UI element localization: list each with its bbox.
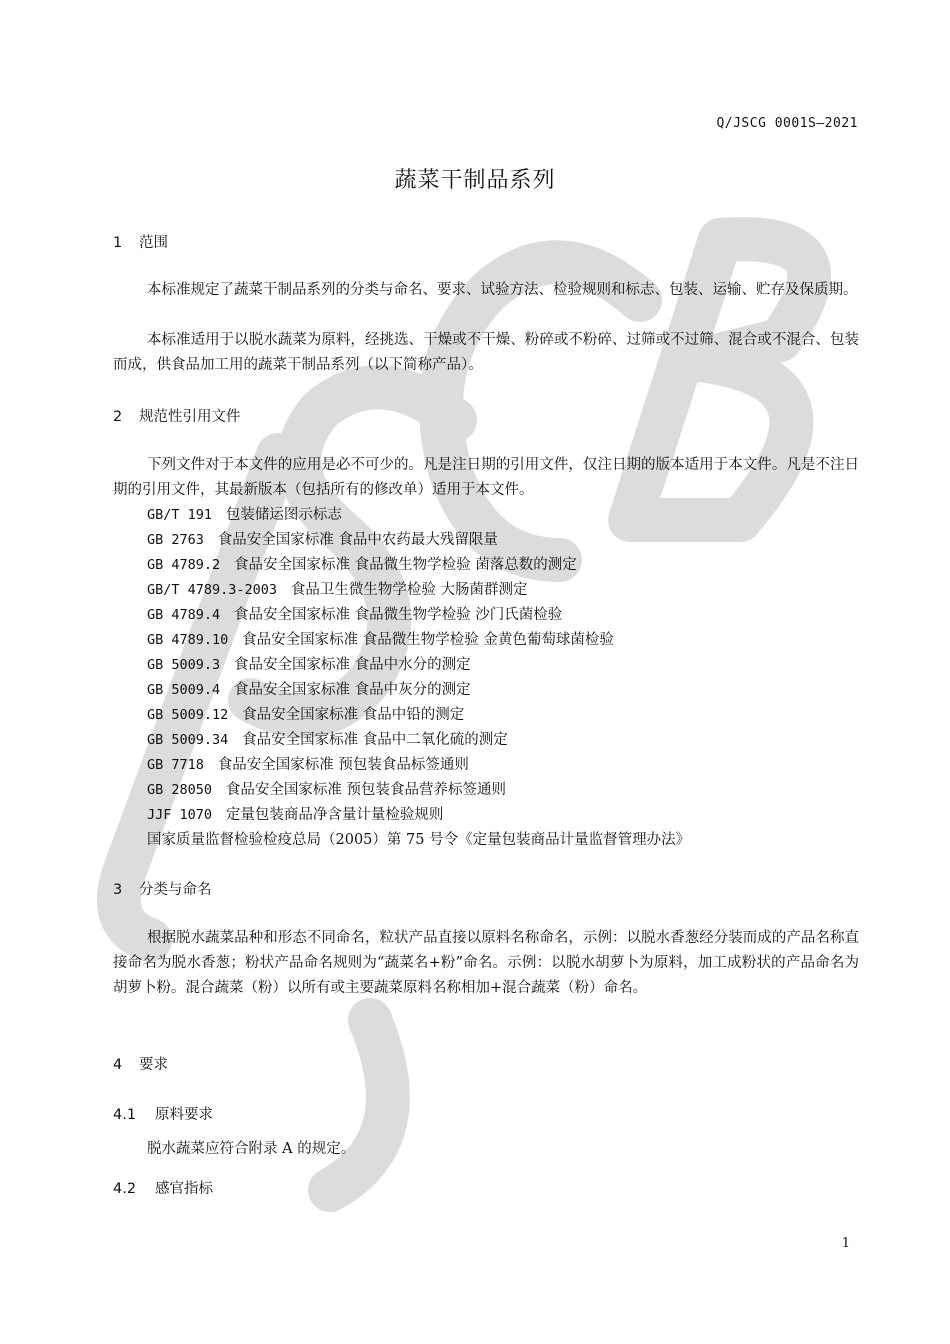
reference-code: GB 4789.4	[147, 607, 221, 623]
section-title: 要求	[139, 1057, 168, 1073]
watermark-letter-c	[441, 262, 640, 560]
section-number: 1	[113, 235, 123, 251]
reference-title: 食品安全国家标准 预包装食品营养标签通则	[225, 782, 506, 798]
reference-code: GB/T 191	[147, 507, 213, 523]
reference-title: 食品安全国家标准 食品中灰分的测定	[233, 682, 471, 698]
section-heading	[113, 878, 212, 899]
subsection-heading	[113, 1103, 213, 1124]
reference-item	[147, 528, 498, 549]
reference-code: GB 7718	[147, 757, 204, 773]
section-title: 规范性引用文件	[139, 409, 241, 425]
reference-code: JJF 1070	[147, 807, 213, 823]
reference-title: 包装储运图示标志	[225, 507, 342, 523]
reference-item: 国家质量监督检验检疫总局（2005）第 75 号令《定量包装商品计量监督管理办法》	[147, 832, 691, 848]
reference-item	[147, 778, 506, 799]
section-heading	[113, 231, 168, 252]
reference-title: 定量包装商品净含量计量检验规则	[225, 807, 444, 823]
paragraph: 下列文件对于本文件的应用是必不可少的。凡是注日期的引用文件，仅注日期的版本适用于本文件。凡是不注日期的引用文件，其最新版本（包括所有的修改单）适用于本文件。	[113, 457, 859, 498]
reference-item	[147, 653, 471, 674]
reference-title: 食品安全国家标准 食品微生物学检验 金黄色葡萄球菌检验	[242, 632, 614, 648]
standard-number: Q/JSCG 0001S—2021	[716, 116, 858, 131]
subsection-number: 4.2	[113, 1181, 137, 1197]
reference-code: GB 5009.34	[147, 732, 229, 748]
document-title: 蔬菜干制品系列	[394, 168, 556, 193]
paragraph: 本标准适用于以脱水蔬菜为原料，经挑选、干燥或不干燥、粉碎或不粉碎、过筛或不过筛、混合或不混合、包装而成，供食品加工用的蔬菜干制品系列（以下简称产品）。	[113, 332, 859, 373]
reference-title: 食品安全国家标准 预包装食品标签通则	[217, 757, 469, 773]
paragraph: 根据脱水蔬菜品种和形态不同命名，粒状产品直接以原料名称命名，示例：以脱水香葱经分装而成的产品名称直接命名为脱水香葱；粉状产品命名规则为“蔬菜名+粉”命名。示例：以脱水胡萝卜为原料，加工成粉状的产品命名为胡萝卜粉。混合蔬菜（粉）以所有或主要蔬菜原料名称相加+混合蔬菜（粉）命名。	[113, 930, 859, 996]
reference-item	[147, 703, 464, 724]
reference-item	[147, 803, 443, 824]
reference-title: 食品安全国家标准 食品中水分的测定	[233, 657, 471, 673]
watermark-tail	[330, 1020, 388, 1190]
paragraph: 本标准规定了蔬菜干制品系列的分类与命名、要求、试验方法、检验规则和标志、包装、运输、贮存及保质期。	[147, 282, 858, 298]
section-title: 分类与命名	[139, 882, 212, 898]
reference-item	[147, 628, 614, 649]
reference-code: GB/T 4789.3-2003	[147, 582, 278, 598]
subsection-title: 原料要求	[155, 1107, 213, 1123]
section-title: 范围	[139, 235, 168, 251]
reference-item	[147, 503, 342, 524]
subsection-heading	[113, 1177, 213, 1198]
subsection-number: 4.1	[113, 1107, 137, 1123]
reference-title: 食品安全国家标准 食品中农药最大残留限量	[217, 532, 498, 548]
subsection-title: 感官指标	[155, 1181, 213, 1197]
reference-title: 食品安全国家标准 食品中铅的测定	[242, 707, 465, 723]
section-number: 3	[113, 882, 123, 898]
section-number: 2	[113, 409, 123, 425]
reference-item	[147, 728, 508, 749]
paragraph: 脱水蔬菜应符合附录 A 的规定。	[147, 1141, 356, 1157]
reference-code: GB 2763	[147, 532, 204, 548]
reference-title: 食品安全国家标准 食品微生物学检验 菌落总数的测定	[233, 557, 577, 573]
reference-title: 食品安全国家标准 食品微生物学检验 沙门氏菌检验	[233, 607, 563, 623]
reference-item	[147, 578, 527, 599]
section-number: 4	[113, 1057, 123, 1073]
reference-item	[147, 553, 577, 574]
section-heading	[113, 1053, 168, 1074]
reference-item	[147, 678, 471, 699]
reference-code: GB 28050	[147, 782, 213, 798]
reference-code: GB 4789.2	[147, 557, 221, 573]
reference-item	[147, 603, 562, 624]
reference-title: 食品安全国家标准 食品中二氧化硫的测定	[242, 732, 508, 748]
section-heading	[113, 405, 241, 426]
reference-code: GB 5009.3	[147, 657, 221, 673]
reference-item	[147, 753, 469, 774]
reference-code: GB 5009.12	[147, 707, 229, 723]
reference-title: 食品卫生微生物学检验 大肠菌群测定	[290, 582, 528, 598]
page-number: 1	[841, 1236, 850, 1251]
reference-code: GB 5009.4	[147, 682, 221, 698]
reference-code: GB 4789.10	[147, 632, 229, 648]
